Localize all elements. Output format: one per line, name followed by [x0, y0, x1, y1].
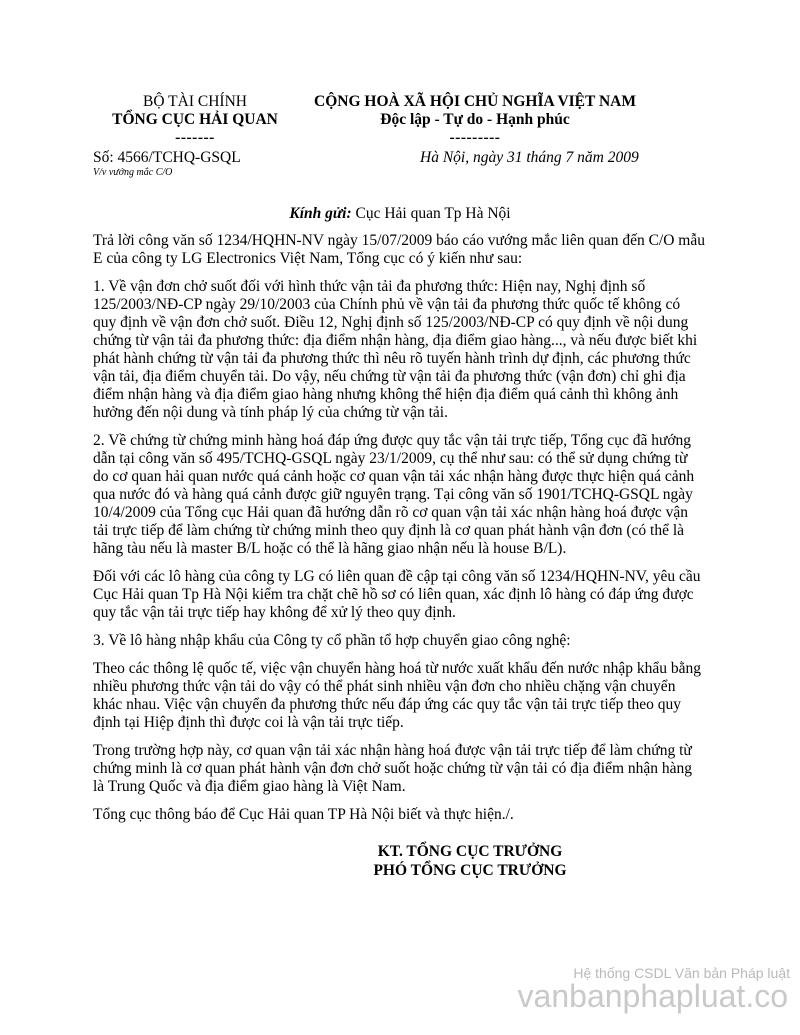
body-paragraph: Trả lời công văn số 1234/HQHN-NV ngày 15/07/2009 báo cáo vướng mắc liên quan đến C/O mẫu E của công ty LG Electronics Việt Nam, Tổng cục có ý kiến như sau:	[93, 232, 705, 267]
ministry-name: BỘ TÀI CHÍNH	[143, 93, 247, 110]
department-name: TỔNG CỤC HẢI QUAN	[112, 111, 278, 128]
body-paragraph: Đối với các lô hàng của công ty LG có liên quan đề cập tại công văn số 1234/HQHN-NV, yêu cầu Cục Hải quan Tp Hà Nội kiểm tra chặt chẽ hồ sơ có liên quan, xác định lô hàng có đáp ứng được quy tắc vận tải trực tiếp hay không để xử lý theo quy định.	[93, 568, 701, 621]
motto-divider: ---------	[449, 129, 501, 146]
body-paragraph: Tổng cục thông báo để Cục Hải quan TP Hà Nội biết và thực hiện./.	[93, 806, 514, 823]
document-number: Số: 4566/TCHQ-GSQL	[93, 149, 241, 166]
signature-block	[340, 842, 600, 880]
body-paragraph: 1. Về vận đơn chở suốt đối với hình thức vận tải đa phương thức: Hiện nay, Nghị định số 125/2003/NĐ-CP ngày 29/10/2003 của Chính phủ về vận tải đa phương thức quốc tế không có quy định về vận đơn chở suốt. Điều 12, Nghị định số 125/2003/NĐ-CP có quy định về nội dung chứng từ vận tải đa phương thức: địa điểm nhận hàng, địa điểm giao hàng..., và nếu được biết khi phát hành chứng từ vận tải đa phương thức thì nêu rõ tuyến hành trình dự định, các phương thức vận tải, địa điểm chuyển tải. Do vậy, nếu chứng từ vận tải đa phương thức (vận đơn) chỉ ghi địa điểm nhận hàng và địa điểm giao hàng nhưng không thể hiện địa điểm quá cảnh thì không ảnh hưởng đến nội dung và tính pháp lý của chứng từ vận tải.	[93, 278, 698, 421]
document-subject: V/v vướng mắc C/O	[93, 167, 173, 178]
body-paragraph: Trong trường hợp này, cơ quan vận tải xác nhận hàng hoá được vận tải trực tiếp để làm chứng từ chứng minh là cơ quan phát hành vận đơn chở suốt hoặc chứng từ vận tải có địa điểm nhận hàng là Trung Quốc và địa điểm giao hàng là Việt Nam.	[93, 742, 693, 795]
recipient-name: Cục Hải quan Tp Hà Nội	[355, 205, 511, 222]
issuer-block	[95, 93, 295, 147]
signature-title: KT. TỔNG CỤC TRƯỞNG	[377, 843, 563, 860]
country-name: CỘNG HOÀ XÃ HỘI CHỦ NGHĨA VIỆT NAM	[314, 93, 636, 110]
watermark-site: vanbanphapluat.co	[517, 978, 788, 1014]
body-paragraph: Theo các thông lệ quốc tế, việc vận chuyển hàng hoá từ nước xuất khẩu đến nước nhập khẩu bằng nhiều phương thức vận tải do vậy có thể phát sinh nhiều vận đơn cho nhiều chặng vận chuyển khác nhau. Việc vận chuyển đa phương thức nếu đáp ứng các quy tắc vận tải trực tiếp theo quy định tại Hiệp định thì được coi là vận tải trực tiếp.	[93, 660, 702, 731]
recipient-label: Kính gửi:	[289, 205, 352, 222]
document-body	[93, 232, 705, 834]
watermark-caption: Hệ thống CSDL Văn bản Pháp luật	[573, 965, 790, 981]
national-header	[290, 93, 660, 147]
document-date: Hà Nội, ngày 31 tháng 7 năm 2009	[420, 149, 639, 166]
signature-position: PHÓ TỔNG CỤC TRƯỞNG	[373, 862, 567, 879]
body-paragraph: 3. Về lô hàng nhập khẩu của Công ty cổ phần tổ hợp chuyển giao công nghệ:	[93, 632, 571, 649]
body-paragraph: 2. Về chứng từ chứng minh hàng hoá đáp ứng được quy tắc vận tải trực tiếp, Tổng cục đã hướng dẫn tại công văn số 495/TCHQ-GSQL ngày 23/1/2009, cụ thể như sau: có thể sử dụng chứng từ do cơ quan hải quan nước quá cảnh hoặc cơ quan vận tải xác nhận hàng được thực hiện quá cảnh qua nước đó và hàng quá cảnh được giữ nguyên trạng. Tại công văn số 1901/TCHQ-GSQL ngày 10/4/2009 của Tổng cục Hải quan đã hướng dẫn rõ cơ quan vận tải xác nhận hàng hoá được vận tải trực tiếp để làm chứng từ chứng minh theo quy định là cơ quan phát hành vận đơn (có thể là hãng tàu nếu là master B/L hoặc có thể là hãng giao nhận nếu là house B/L).	[93, 432, 695, 557]
national-motto: Độc lập - Tự do - Hạnh phúc	[380, 111, 570, 128]
issuer-divider: -------	[175, 129, 215, 146]
recipient-line	[0, 205, 800, 223]
